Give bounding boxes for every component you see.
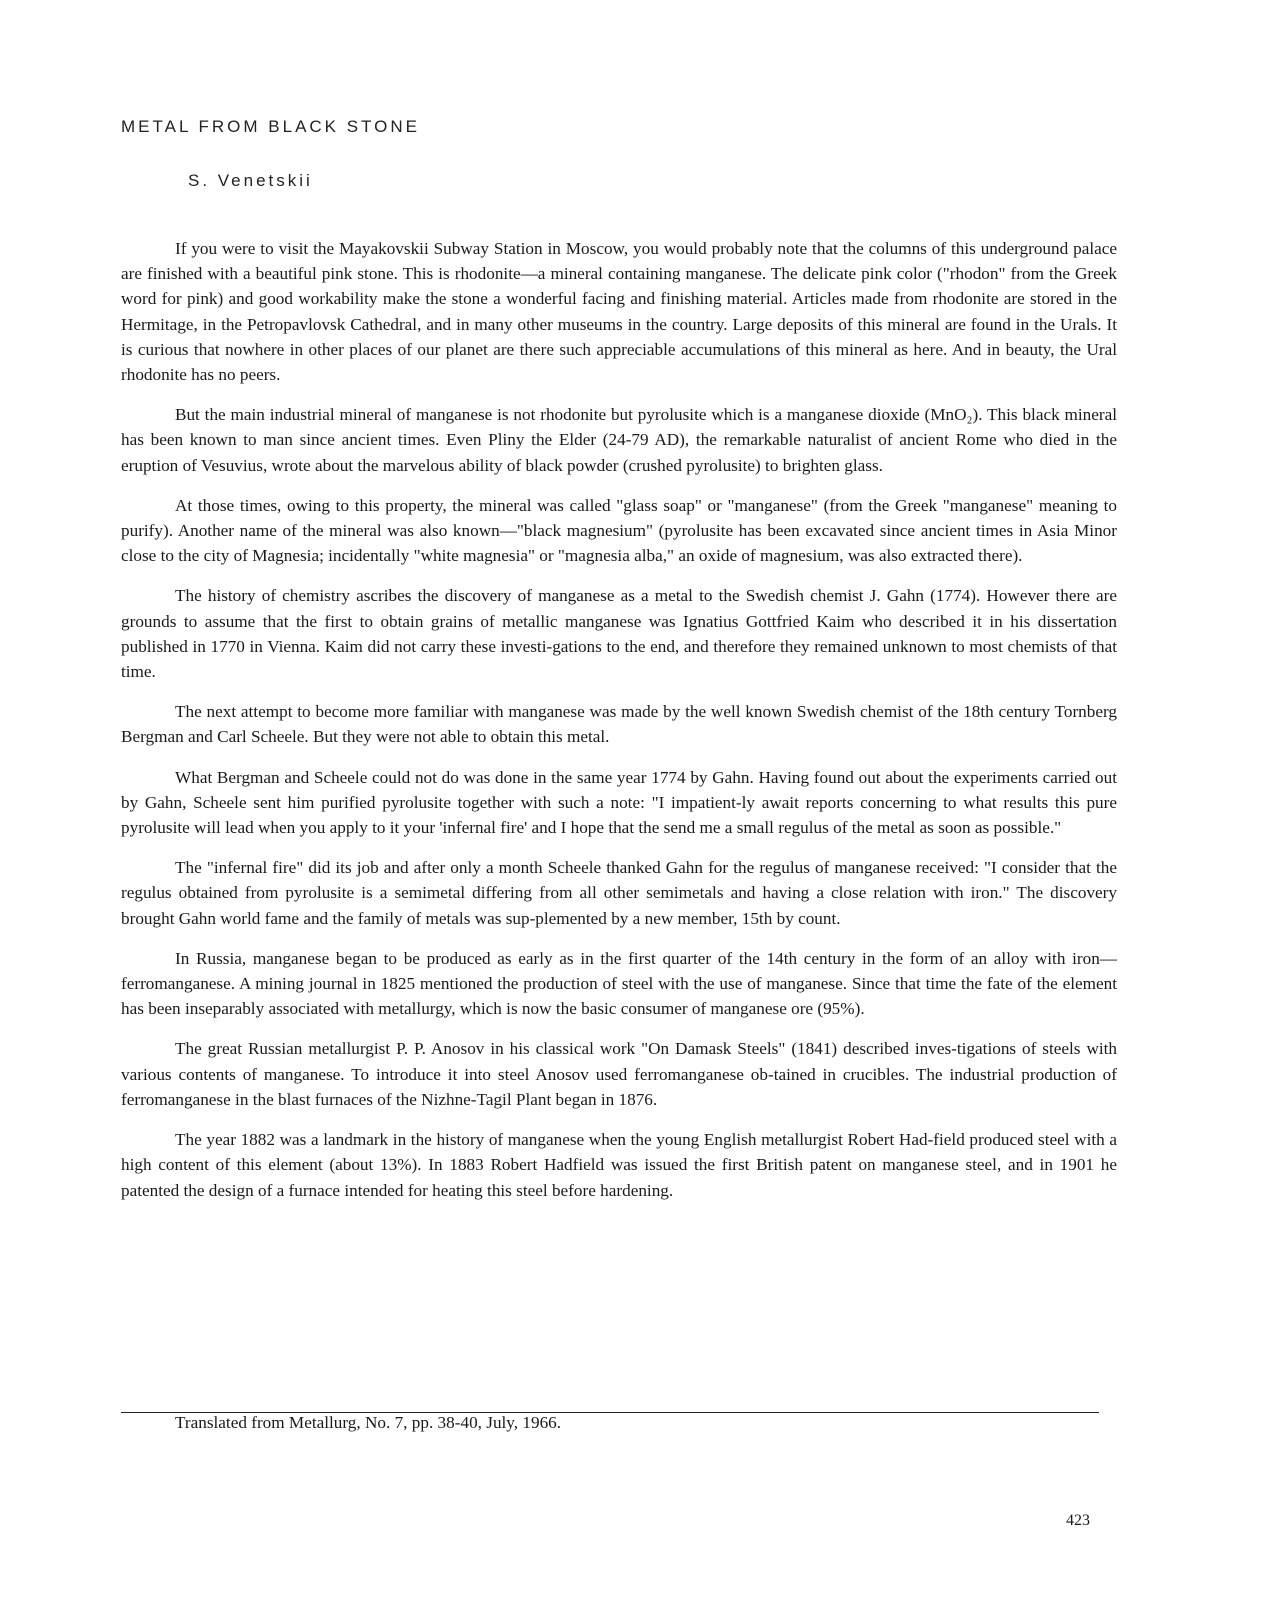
paragraph-4: The history of chemistry ascribes the discovery of manganese as a metal to the Swedish chemist J. Gahn (1774). However there are grounds to assume that the first to obtain grains of metallic manganese was Ignatius Gottfried Kaim who described it in his dissertation published in 1770 in Vienna. Kaim did not carry these investi-gations to the end, and therefore they remained unknown to most chemists of that time.	[121, 586, 1117, 682]
article-title: METAL FROM BLACK STONE	[121, 117, 421, 136]
paragraph-5: The next attempt to become more familiar with manganese was made by the well known Swedish chemist of the 18th century Tornberg Bergman and Carl Scheele. But they were not able to obtain this metal.	[121, 702, 1117, 747]
article-author: S. Venetskii	[188, 171, 313, 190]
translation-footnote: Translated from Metallurg, No. 7, pp. 38-40, July, 1966.	[175, 1413, 562, 1432]
paragraph-8: In Russia, manganese began to be produced as early as in the first quarter of the 14th century in the form of an alloy with iron—ferromanganese. A mining journal in 1825 mentioned the production of steel with the use of manganese. Since that time the fate of the element has been inseparably associated with metallurgy, which is now the basic consumer of manganese ore (95%).	[121, 948, 1117, 1019]
paragraph-1: If you were to visit the Mayakovskii Subway Station in Moscow, you would probably note that the columns of this underground palace are finished with a beautiful pink stone. This is rhodonite—a mineral containing manganese. The delicate pink color ("rhodon" from the Greek word for pink) and good workability make the stone a wonderful facing and finishing material. Articles made from rhodonite are stored in the Hermitage, in the Petropavlovsk Cathedral, and in many other museums in the country. Large deposits of this mineral are found in the Urals. It is curious that nowhere in other places of our planet are there such appreciable accumulations of this mineral as here. And in beauty, the Ural rhodonite has no peers.	[121, 239, 1117, 385]
paragraph-9: The great Russian metallurgist P. P. Anosov in his classical work "On Damask Steels" (1841) described inves-tigations of steels with various contents of manganese. To introduce it into steel Anosov used ferromanganese ob-tained in crucibles. The industrial production of ferromanganese in the blast furnaces of the Nizhne-Tagil Plant began in 1876.	[121, 1039, 1117, 1109]
paragraph-10: The year 1882 was a landmark in the history of manganese when the young English metallurgist Robert Had-field produced steel with a high content of this element (about 13%). In 1883 Robert Hadfield was issued the first British patent on manganese steel, and in 1901 he patented the design of a furnace intended for heating this steel before hardening.	[121, 1130, 1117, 1200]
article-body	[121, 236, 1117, 1218]
paragraph-6: What Bergman and Scheele could not do was done in the same year 1774 by Gahn. Having found out about the experiments carried out by Gahn, Scheele sent him purified pyrolusite together with such a note: "I impatient-ly await reports concerning to what results this pure pyrolusite will lead when you apply to it your 'infernal fire' and I hope that the send me a small regulus of the metal as soon as possible."	[121, 767, 1117, 838]
paragraph-2: But the main industrial mineral of manganese is not rhodonite but pyrolusite which is a manganese dioxide (MnO₂). This black mineral has been known to man since ancient times. Even Pliny the Elder (24-79 AD), the remarkable naturalist of ancient Rome who died in the eruption of Vesuvius, wrote about the marvelous ability of black powder (crushed pyrolusite) to brighten glass.	[121, 405, 1117, 475]
paragraph-3: At those times, owing to this property, the mineral was called "glass soap" or "manganese" (from the Greek "manganese" meaning to purify). Another name of the mineral was also known—"black magnesium" (pyrolusite has been excavated since ancient times in Asia Minor close to the city of Magnesia; incidentally "white magnesia" or "magnesia alba," an oxide of magnesium, was also extracted there).	[121, 495, 1117, 566]
paragraph-7: The "infernal fire" did its job and after only a month Scheele thanked Gahn for the regulus of manganese received: "I consider that the regulus obtained from pyrolusite is a semimetal differing from all other semimetals and having a close relation with iron." The discovery brought Gahn world fame and the family of metals was sup-plemented by a new member, 15th by count.	[121, 858, 1117, 928]
page-number: 423	[1066, 1512, 1090, 1529]
